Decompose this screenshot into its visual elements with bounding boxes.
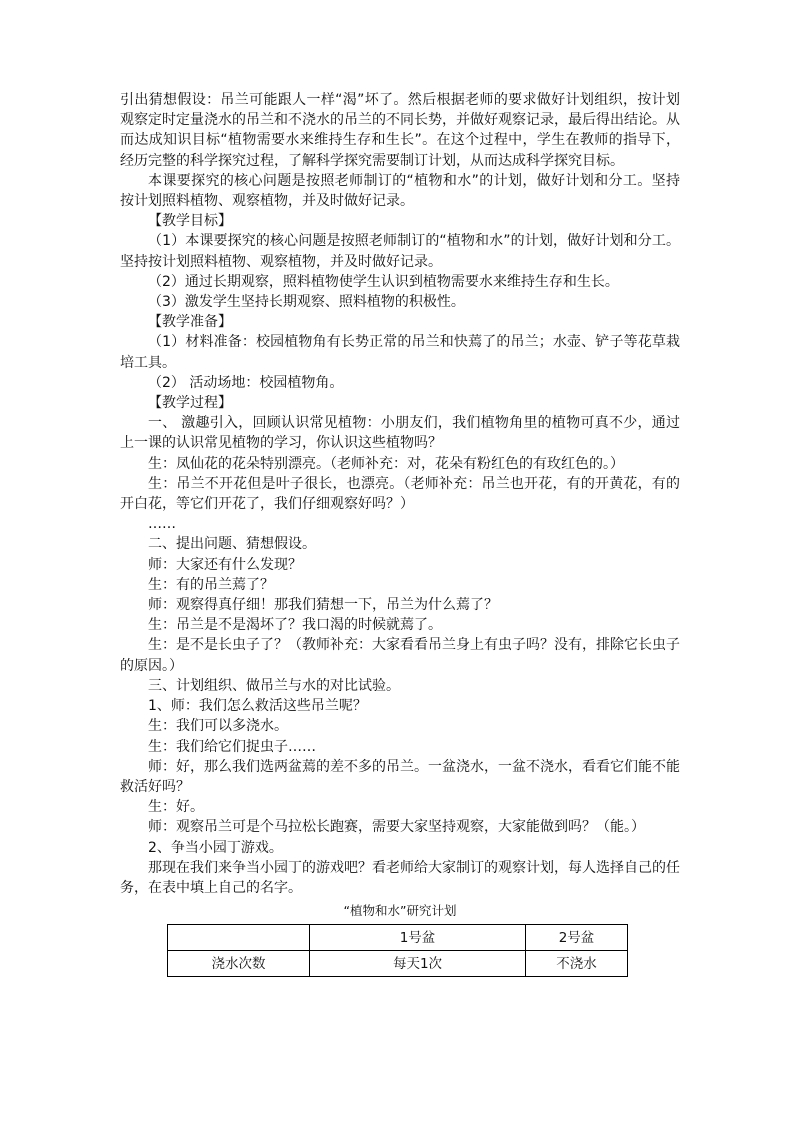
paragraph-p25: 2、争当小园丁游戏。 [148, 839, 283, 856]
paragraph-p6: （1）材料准备：校园植物角有长势正常的吊兰和快蔫了的吊兰；水壶、铲子等花草栽培工具。 [120, 334, 680, 371]
paragraph-p21: 生：我们给它们捉虫子…… [148, 738, 316, 755]
paragraph-p5: （3）激发学生坚持长期观察、照料植物的积极性。 [148, 294, 465, 311]
paragraph-p10: 生：吊兰不开花但是叶子很长，也漂亮。（老师补充：吊兰也开花，有的开黄花，有的开白花，等它们开花了，我们仔细观察好吗？） [120, 475, 680, 513]
paragraph-p8: 一、 激趣引入，回顾认识常见植物：小朋友们，我们植物角里的植物可真不少，通过上一课的认识常见植物的学习，你认识这些植物吗？ [120, 415, 680, 452]
paragraph-p19: 1、师：我们怎么救活这些吊兰呢？ [148, 698, 367, 715]
paragraph-p9: 生：凤仙花的花朵特别漂亮。（老师补充：对，花朵有粉红色的有玫红色的。） [148, 455, 624, 472]
cell-pot-2-watering: 不浇水 [526, 951, 628, 977]
paragraph-p18: 三、计划组织、做吊兰与水的对比试验。 [148, 677, 400, 694]
paragraph-p7: （2） 活动场地：校园植物角。 [148, 374, 344, 391]
paragraph-p4: （2）通过长期观察，照料植物使学生认识到植物需要水来维持生存和生长。 [148, 273, 619, 290]
paragraph-p14: 生：有的吊兰蔫了？ [148, 576, 274, 593]
cell-pot-1-watering: 每天1次 [310, 951, 526, 977]
paragraph-p17: 生：是不是长虫子了？（教师补充：大家看看吊兰身上有虫子吗？没有，排除它长虫子的原因。） [120, 637, 680, 674]
paragraph-p24: 师：观察吊兰可是个马拉松长跑赛，需要大家坚持观察，大家能做到吗？（能。） [148, 819, 645, 836]
table-header-row [168, 925, 628, 951]
paragraph-p12: 二、提出问题、猜想假设。 [148, 536, 316, 553]
research-plan-table [167, 924, 628, 977]
document-page [120, 90, 680, 977]
paragraph-p11: …… [148, 516, 176, 533]
table-row [168, 951, 628, 977]
paragraph-p23: 生：好。 [148, 799, 204, 816]
row-label-watering-times: 浇水次数 [168, 951, 310, 977]
paragraph-h1: 【教学目标】 [148, 213, 232, 230]
paragraph-p16: 生：吊兰是不是渴坏了？我口渴的时候就蔫了。 [148, 617, 442, 634]
paragraph-p22: 师：好，那么我们选两盆蔫的差不多的吊兰。一盆浇水，一盆不浇水，看看它们能不能救活好吗？ [120, 758, 680, 795]
header-cell-empty [168, 925, 310, 951]
paragraph-p2: 本课要探究的核心问题是按照老师制订的“植物和水”的计划，做好计划和分工。坚持按计划照料植物、观察植物，并及时做好记录。 [120, 172, 680, 210]
body-text [120, 90, 680, 898]
header-cell-pot-1: 1号盆 [310, 925, 526, 951]
header-cell-pot-2: 2号盆 [526, 925, 628, 951]
paragraph-p26: 那现在我们来争当小园丁的游戏吧？看老师给大家制订的观察计划，每人选择自己的任务，在表中填上自己的名字。 [120, 859, 680, 896]
paragraph-h3: 【教学过程】 [148, 395, 232, 412]
paragraph-p3: （1）本课要探究的核心问题是按照老师制订的“植物和水”的计划，做好计划和分工。坚持按计划照料植物、观察植物，并及时做好记录。 [120, 233, 680, 270]
paragraph-p1: 引出猜想假设：吊兰可能跟人一样“渴”坏了。然后根据老师的要求做好计划组织，按计划观察定时定量浇水的吊兰和不浇水的吊兰的不同长势，并做好观察记录，最后得出结论。从而达成知识目标“植物需要水来维持生存和生长”。在这个过程中，学生在教师的指导下，经历完整的科学探究过程，了解科学探究需要制订计划，从而达成科学探究目标。 [120, 92, 680, 169]
paragraph-p20: 生：我们可以多浇水。 [148, 718, 288, 735]
paragraph-p15: 师：观察得真仔细！那我们猜想一下，吊兰为什么蔫了？ [148, 597, 498, 614]
paragraph-p13: 师：大家还有什么发现？ [148, 556, 302, 573]
table-caption: “植物和水”研究计划 [343, 903, 457, 919]
paragraph-h2: 【教学准备】 [148, 314, 232, 331]
